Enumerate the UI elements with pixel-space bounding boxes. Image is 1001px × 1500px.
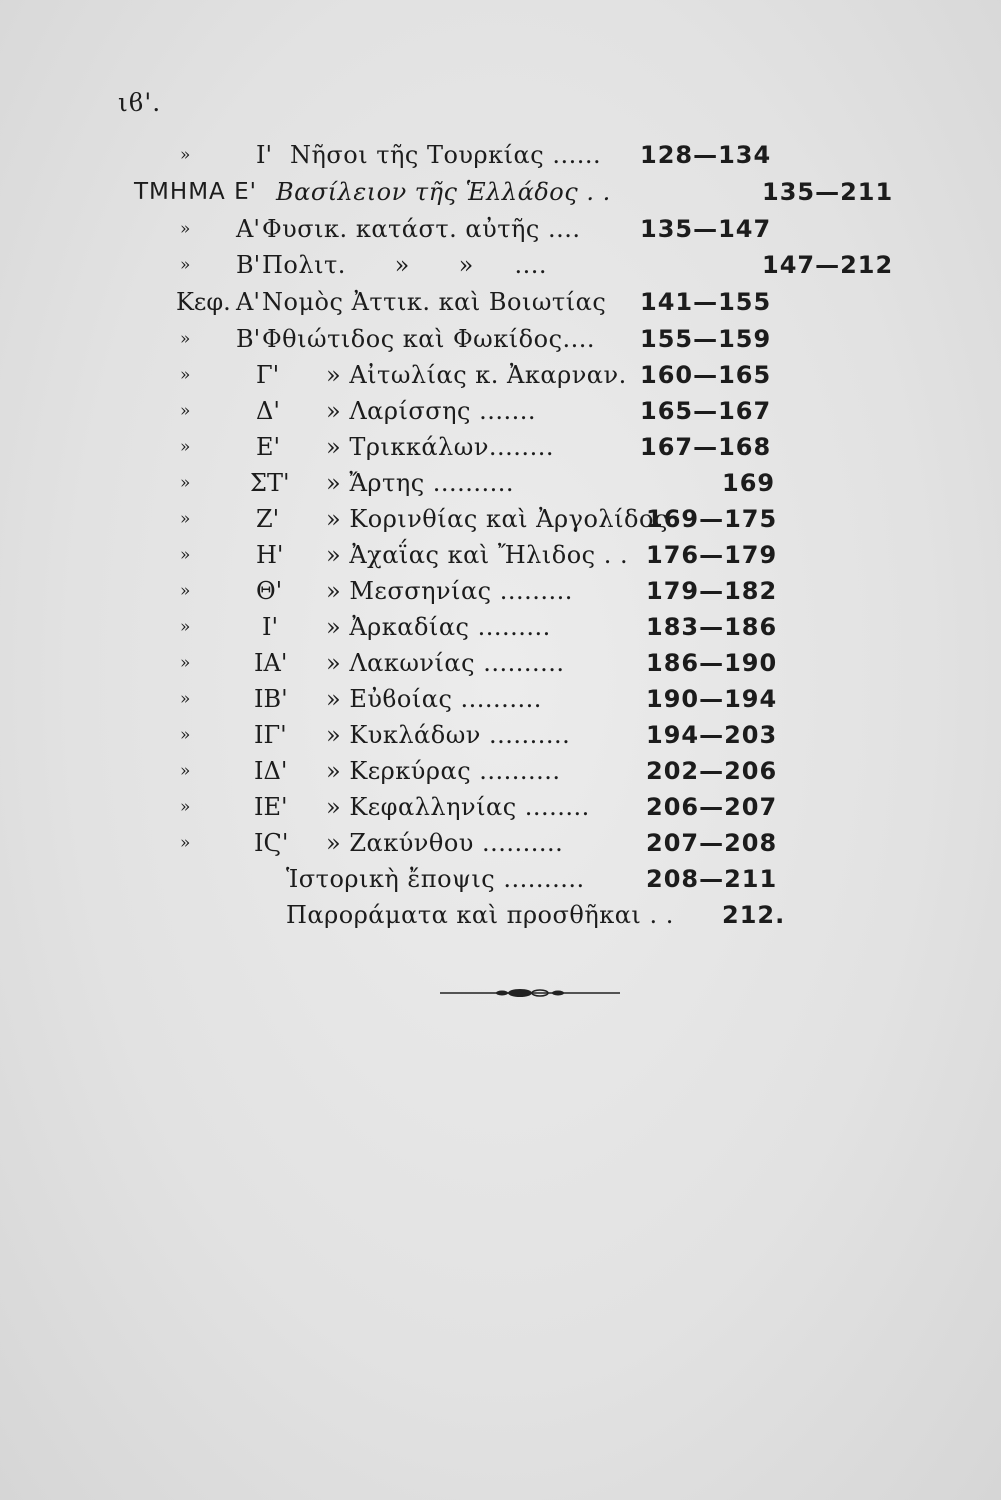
entry-title: » Τρικκάλων........ bbox=[326, 433, 554, 461]
entry-title: » Κερκύρας .......... bbox=[326, 757, 561, 785]
entry-number: ΙΕ' bbox=[254, 793, 288, 821]
ditto-mark: » bbox=[180, 833, 191, 853]
entry-pages: 141—155 bbox=[640, 288, 772, 316]
toc-row bbox=[0, 175, 1001, 209]
toc-row bbox=[0, 430, 1001, 464]
ditto-mark: » bbox=[180, 255, 191, 275]
entry-pages: 206—207 bbox=[646, 793, 778, 821]
entry-number: Α' bbox=[236, 288, 260, 316]
entry-pages: 183—186 bbox=[646, 613, 778, 641]
entry-number: Ζ' bbox=[256, 505, 280, 533]
entry-pages: 194—203 bbox=[646, 721, 778, 749]
entry-number: Θ' bbox=[256, 577, 283, 605]
entry-title: Βασίλειον τῆς Ἑλλάδος . . bbox=[276, 178, 611, 206]
toc-row bbox=[0, 394, 1001, 428]
entry-pages: 169—175 bbox=[646, 505, 778, 533]
ditto-mark: » bbox=[180, 219, 191, 239]
ditto-mark: » bbox=[180, 145, 191, 165]
entry-number: ΙϚ' bbox=[254, 829, 289, 857]
entry-number: ΣΤ' bbox=[250, 469, 290, 497]
entry-number: Γ' bbox=[256, 361, 280, 389]
entry-title: » Ἀχαΐας καὶ Ἤλιδος . . bbox=[326, 541, 629, 569]
page-number: ιϐ'. bbox=[118, 88, 162, 117]
entry-pages: 208—211 bbox=[646, 865, 778, 893]
toc-row bbox=[0, 610, 1001, 644]
entry-pages: 207—208 bbox=[646, 829, 778, 857]
ditto-mark: » bbox=[180, 581, 191, 601]
entry-title: Φυσικ. κατάστ. αὐτῆς .... bbox=[262, 215, 581, 243]
chapter-label: Κεφ. bbox=[176, 288, 231, 316]
entry-number: Δ' bbox=[256, 397, 280, 425]
toc-row bbox=[0, 898, 1001, 932]
ditto-mark: » bbox=[180, 401, 191, 421]
ditto-mark: » bbox=[180, 437, 191, 457]
entry-title: » Εὐϐοίας .......... bbox=[326, 685, 542, 713]
entry-title: Παροράματα καὶ προσθῆκαι . . bbox=[286, 901, 674, 929]
ditto-mark: » bbox=[180, 725, 191, 745]
entry-title: » Ἄρτης .......... bbox=[326, 469, 515, 497]
entry-pages: 179—182 bbox=[646, 577, 778, 605]
entry-title: Φθιώτιδος καὶ Φωκίδος.... bbox=[262, 325, 596, 353]
entry-pages: 147—212 bbox=[762, 251, 894, 279]
toc-row bbox=[0, 538, 1001, 572]
entry-number: Ι' bbox=[256, 141, 273, 169]
entry-number: Α' bbox=[236, 215, 260, 243]
entry-number: Ε' bbox=[256, 433, 281, 461]
entry-pages: 155—159 bbox=[640, 325, 772, 353]
toc-row bbox=[0, 212, 1001, 246]
toc-row bbox=[0, 502, 1001, 536]
ornament-rule bbox=[440, 983, 620, 1003]
ditto-mark: » bbox=[180, 473, 191, 493]
toc-row bbox=[0, 826, 1001, 860]
toc-row bbox=[0, 285, 1001, 319]
entry-title: Ἱστορικὴ ἔποψις .......... bbox=[286, 865, 585, 893]
entry-number: Ι' bbox=[262, 613, 279, 641]
ditto-mark: » bbox=[180, 509, 191, 529]
entry-pages: 212. bbox=[722, 901, 786, 929]
entry-number: ΙΓ' bbox=[254, 721, 287, 749]
entry-title: Νομὸς Ἀττικ. καὶ Βοιωτίας bbox=[262, 288, 607, 316]
toc-row bbox=[0, 574, 1001, 608]
toc-row bbox=[0, 682, 1001, 716]
entry-title: » Λαρίσσης ....... bbox=[326, 397, 536, 425]
entry-pages: 135—211 bbox=[762, 178, 894, 206]
toc-row bbox=[0, 718, 1001, 752]
toc-row bbox=[0, 466, 1001, 500]
toc-row bbox=[0, 248, 1001, 282]
entry-title: Πολιτ. » » .... bbox=[262, 251, 547, 279]
toc-row bbox=[0, 646, 1001, 680]
ditto-mark: » bbox=[180, 365, 191, 385]
entry-pages: 160—165 bbox=[640, 361, 772, 389]
ditto-mark: » bbox=[180, 617, 191, 637]
ditto-mark: » bbox=[180, 545, 191, 565]
ditto-mark: » bbox=[180, 329, 191, 349]
ditto-mark: » bbox=[180, 761, 191, 781]
entry-title: Νῆσοι τῆς Τουρκίας ...... bbox=[290, 141, 602, 169]
entry-title: » Κυκλάδων .......... bbox=[326, 721, 571, 749]
entry-number: ΙΑ' bbox=[254, 649, 288, 677]
entry-number: Β' bbox=[236, 251, 261, 279]
toc-row bbox=[0, 754, 1001, 788]
ditto-mark: » bbox=[180, 653, 191, 673]
toc-row bbox=[0, 358, 1001, 392]
entry-pages: 176—179 bbox=[646, 541, 778, 569]
entry-title: » Κορινθίας καὶ Ἀργολίδος bbox=[326, 505, 668, 533]
entry-number: Β' bbox=[236, 325, 261, 353]
entry-pages: 190—194 bbox=[646, 685, 778, 713]
entry-number: ΙΔ' bbox=[254, 757, 288, 785]
toc-row bbox=[0, 322, 1001, 356]
toc-row bbox=[0, 138, 1001, 172]
entry-pages: 186—190 bbox=[646, 649, 778, 677]
entry-title: » Ζακύνθου .......... bbox=[326, 829, 564, 857]
toc-row bbox=[0, 790, 1001, 824]
entry-pages: 128—134 bbox=[640, 141, 772, 169]
section-label: ΤΜΗΜΑ Ε' bbox=[134, 179, 257, 205]
entry-number: Η' bbox=[256, 541, 284, 569]
entry-number: ΙΒ' bbox=[254, 685, 288, 713]
entry-title: » Ἀρκαδίας ......... bbox=[326, 613, 551, 641]
ditto-mark: » bbox=[180, 689, 191, 709]
entry-pages: 202—206 bbox=[646, 757, 778, 785]
entry-title: » Μεσσηνίας ......... bbox=[326, 577, 573, 605]
toc-row bbox=[0, 862, 1001, 896]
entry-title: » Λακωνίας .......... bbox=[326, 649, 565, 677]
entry-pages: 165—167 bbox=[640, 397, 772, 425]
entry-title: » Κεφαλληνίας ........ bbox=[326, 793, 590, 821]
entry-pages: 135—147 bbox=[640, 215, 772, 243]
entry-pages: 167—168 bbox=[640, 433, 772, 461]
ditto-mark: » bbox=[180, 797, 191, 817]
entry-title: » Αἰτωλίας κ. Ἀκαρναν. bbox=[326, 361, 627, 389]
entry-pages: 169 bbox=[722, 469, 776, 497]
